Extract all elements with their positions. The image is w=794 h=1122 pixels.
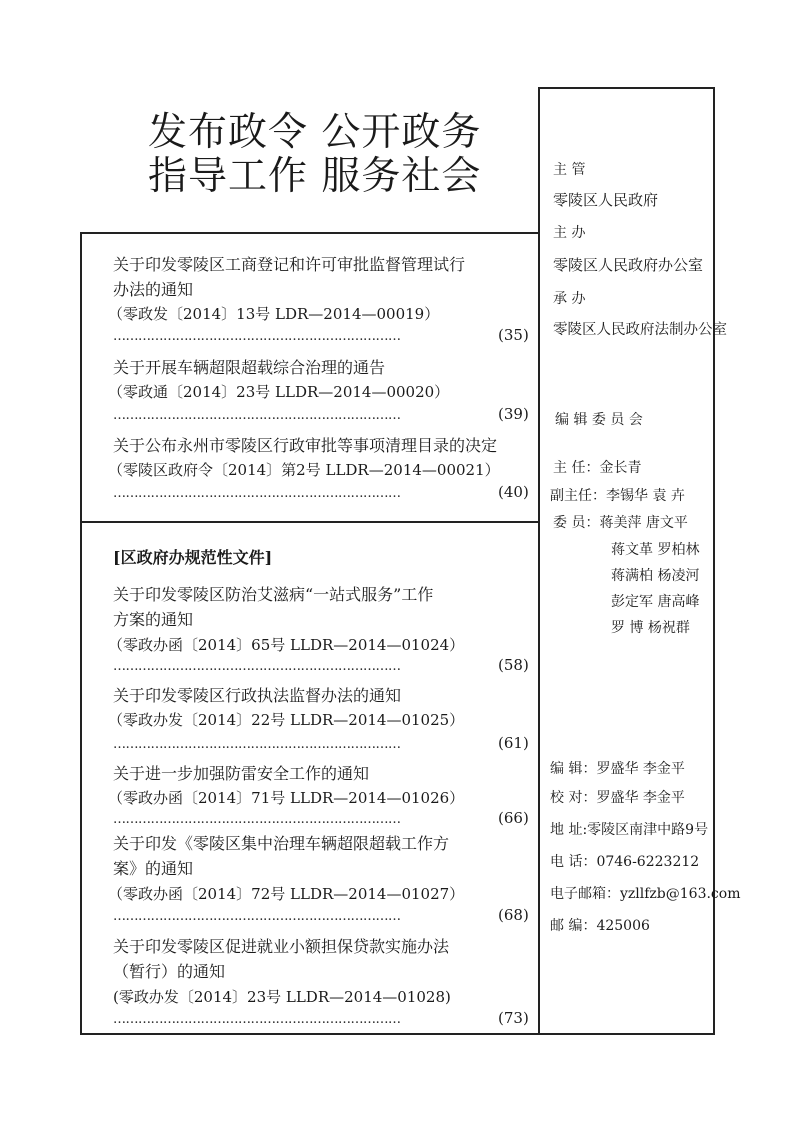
toc-item-7-code: （零政办函〔2014〕72号 LLDR—2014—01027）: [108, 885, 465, 903]
toc-item-7-page: (68): [498, 906, 529, 924]
chengban-value: 零陵区人民政府法制办公室: [553, 322, 727, 338]
email: 电子邮箱：yzllfzb@163.com: [550, 886, 741, 902]
toc-item-8-page: (73): [498, 1009, 529, 1027]
toc-top-box: [80, 232, 540, 523]
chengban-label: 承 办: [553, 291, 586, 307]
members-line-3: 蒋满柏 杨凌河: [611, 568, 700, 584]
toc-item-4-title[interactable]: 关于印发零陵区防治艾滋病“一站式服务”工作: [113, 585, 434, 604]
toc-item-7-title[interactable]: 关于印发《零陵区集中治理车辆超限超载工作方: [113, 834, 450, 853]
zhuban-label: 主 办: [553, 225, 586, 241]
toc-item-3-code: （零陵区政府令〔2014〕第2号 LLDR—2014—00021）: [108, 461, 500, 479]
proofreader: 校 对：罗盛华 李金平: [550, 790, 685, 806]
toc-item-6-page: (66): [498, 809, 529, 827]
toc-leader-dots: ……………………………………………………………: [113, 812, 401, 827]
toc-item-5-code: （零政办发〔2014〕22号 LLDR—2014—01025）: [108, 711, 465, 729]
toc-item-4-title-cont[interactable]: 方案的通知: [113, 610, 194, 629]
members-line-1: 委 员：蒋美萍 唐文平: [553, 515, 688, 531]
committee-title: 编 辑 委 员 会: [555, 412, 643, 428]
vice-director: 副主任：李锡华 袁 卉: [550, 488, 685, 504]
toc-leader-dots: ……………………………………………………………: [113, 737, 401, 752]
editor: 编 辑：罗盛华 李金平: [550, 761, 685, 777]
toc-item-1-code: （零政发〔2014〕13号 LDR—2014—00019）: [108, 305, 440, 323]
toc-leader-dots: ……………………………………………………………: [113, 329, 401, 344]
toc-item-8-title[interactable]: 关于印发零陵区促进就业小额担保贷款实施办法: [113, 937, 450, 956]
toc-item-4-code: （零政办函〔2014〕65号 LLDR—2014—01024）: [108, 636, 465, 654]
director: 主 任：金长青: [553, 460, 642, 476]
toc-item-8-code: (零政办发〔2014〕23号 LLDR—2014—01028): [113, 988, 451, 1006]
toc-item-3-title[interactable]: 关于公布永州市零陵区行政审批等事项清理目录的决定: [113, 436, 498, 455]
toc-item-3-page: (40): [498, 483, 529, 501]
toc-leader-dots: ……………………………………………………………: [113, 909, 401, 924]
toc-item-1-title[interactable]: 关于印发零陵区工商登记和许可审批监督管理试行: [113, 255, 466, 274]
toc-leader-dots: ……………………………………………………………: [113, 408, 401, 423]
zhuban-value: 零陵区人民政府办公室: [553, 256, 704, 274]
zhuguan-label: 主 管: [553, 162, 586, 178]
toc-item-4-page: (58): [498, 656, 529, 674]
slogan-line-2: 指导工作 服务社会: [148, 154, 482, 199]
toc-item-8-title-cont[interactable]: （暂行）的通知: [113, 962, 226, 981]
toc-item-2-title[interactable]: 关于开展车辆超限超载综合治理的通告: [113, 358, 386, 377]
toc-leader-dots: ……………………………………………………………: [113, 486, 401, 501]
toc-item-5-title[interactable]: 关于印发零陵区行政执法监督办法的通知: [113, 686, 402, 705]
toc-item-1-title-cont[interactable]: 办法的通知: [113, 280, 194, 299]
postcode: 邮 编：425006: [550, 918, 650, 934]
section-title: [区政府办规范性文件]: [113, 548, 273, 567]
toc-item-2-page: (39): [498, 405, 529, 423]
phone: 电 话：0746-6223212: [550, 854, 700, 870]
members-line-2: 蒋文革 罗柏林: [611, 542, 700, 558]
toc-item-1-page: (35): [498, 326, 529, 344]
members-line-4: 彭定军 唐高峰: [611, 594, 700, 610]
toc-item-2-code: （零政通〔2014〕23号 LLDR—2014—00020）: [108, 383, 450, 401]
toc-leader-dots: ……………………………………………………………: [113, 1012, 401, 1027]
toc-item-6-code: （零政办函〔2014〕71号 LLDR—2014—01026）: [108, 789, 465, 807]
toc-leader-dots: ……………………………………………………………: [113, 659, 401, 674]
toc-item-6-title[interactable]: 关于进一步加强防雷安全工作的通知: [113, 764, 370, 783]
zhuguan-value: 零陵区人民政府: [553, 191, 659, 209]
toc-item-5-page: (61): [498, 734, 529, 752]
toc-item-7-title-cont[interactable]: 案》的通知: [113, 859, 194, 878]
slogan-line-1: 发布政令 公开政务: [148, 110, 482, 155]
members-line-5: 罗 博 杨祝群: [611, 620, 690, 636]
address: 地 址:零陵区南津中路9号: [550, 822, 709, 838]
